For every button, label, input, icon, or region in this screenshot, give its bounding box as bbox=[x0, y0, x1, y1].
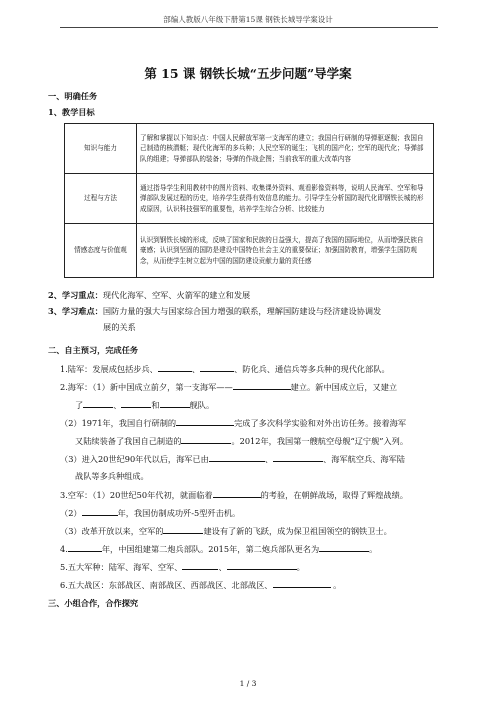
question-text: 、 bbox=[264, 454, 274, 464]
question-text: 、 bbox=[191, 364, 201, 374]
question-airforce-3 bbox=[60, 525, 392, 537]
answer-blank[interactable] bbox=[273, 579, 331, 588]
answer-blank[interactable] bbox=[160, 399, 190, 408]
section-heading-3: 三、小组合作，合作探究 bbox=[48, 598, 139, 608]
teaching-goals-table bbox=[64, 123, 434, 278]
question-text: （2） bbox=[60, 508, 82, 518]
answer-blank[interactable] bbox=[158, 363, 192, 372]
answer-blank[interactable] bbox=[273, 453, 323, 462]
question-text: 5.五大军种：陆军、海军、空军、 bbox=[60, 562, 183, 572]
goal-row bbox=[65, 224, 434, 278]
answer-blank[interactable] bbox=[319, 543, 369, 552]
question-text: 了 bbox=[75, 400, 84, 410]
question-text: 1.陆军：发展成包括步兵、 bbox=[60, 364, 158, 374]
question-five-services bbox=[60, 561, 305, 573]
goal-text: 通过指导学生利用教材中的图片资料、收集课外资料、观看影像资料等，说明人民海军、空军和导弹部队发展过程的历史，培养学生获得有效信息的能力。引导学生分析国防现代化即钢铁长城的形成原因，认识科技强军的重要性，培养学生综合分析、比较能力 bbox=[137, 174, 434, 224]
answer-blank[interactable] bbox=[182, 561, 218, 570]
answer-blank[interactable] bbox=[176, 417, 234, 426]
question-airforce-1 bbox=[60, 489, 408, 501]
question-text: 。 bbox=[369, 544, 378, 554]
difficulty-line bbox=[48, 306, 381, 317]
question-navy-3 bbox=[60, 453, 405, 465]
question-text: 、 bbox=[113, 400, 122, 410]
answer-blank[interactable] bbox=[233, 381, 291, 390]
goal-row bbox=[65, 174, 434, 224]
question-text: 。2012年，我国第一艘航空母舰“辽宁舰”入列。 bbox=[231, 436, 409, 446]
question-text: 建设有了新的飞跃，成为保卫祖国领空的钢铁卫士。 bbox=[203, 526, 392, 536]
answer-blank[interactable] bbox=[163, 525, 203, 534]
answer-blank[interactable] bbox=[83, 399, 113, 408]
difficulty-text: 国防力量的强大与国家综合国力增强的联系，理解国防建设与经济建设协调发 bbox=[102, 306, 382, 316]
question-text: 舰队。 bbox=[189, 400, 215, 410]
question-text: 3.空军：（1）20世纪50年代初，就面临着 bbox=[60, 490, 213, 500]
goal-label: 情感态度与价值观 bbox=[65, 224, 137, 278]
question-text: 和 bbox=[151, 400, 160, 410]
goal-label: 过程与方法 bbox=[65, 174, 137, 224]
key-point-text: 现代化海军、空军、火箭军的建立和发展 bbox=[102, 290, 251, 300]
page-number: 1 / 3 bbox=[239, 679, 257, 688]
section-heading-1: 一、明确任务 bbox=[48, 91, 98, 101]
question-text: （3）改革开放以来，空军的 bbox=[60, 526, 164, 536]
section-heading-2: 二、自主预习，完成任务 bbox=[48, 345, 139, 355]
question-five-theaters bbox=[60, 579, 341, 591]
question-text: 建立。新中国成立后，又建立 bbox=[290, 382, 398, 392]
key-point-label: 2、学习重点： bbox=[48, 290, 103, 300]
answer-blank[interactable] bbox=[121, 399, 151, 408]
question-text: 年，我国仿制成功歼-5型歼击机。 bbox=[117, 508, 241, 518]
question-navy-2-cont bbox=[75, 435, 408, 447]
question-navy-1-cont bbox=[75, 399, 214, 411]
question-text: 。 bbox=[330, 580, 342, 590]
question-rocket-force bbox=[60, 543, 377, 555]
answer-blank[interactable] bbox=[82, 507, 118, 516]
answer-blank[interactable] bbox=[181, 435, 231, 444]
question-navy-3-cont: 战队等多兵种组成。 bbox=[75, 471, 149, 481]
question-army bbox=[60, 363, 390, 375]
question-text: 2.海军：（1）新中国成立前夕，第一支海军—— bbox=[60, 382, 233, 392]
question-navy-2 bbox=[60, 417, 406, 429]
question-text: 6.五大战区：东部战区、南部战区、西部战区、北部战区、 bbox=[60, 580, 273, 590]
page-title: 第 15 课 钢铁长城“五步问题”导学案 bbox=[144, 66, 352, 81]
answer-blank[interactable] bbox=[200, 363, 234, 372]
question-text: 又陆续装备了我国自己制造的 bbox=[75, 436, 182, 446]
question-text: 年，中国组建第二炮兵部队。2015年，第二炮兵部队更名为 bbox=[101, 544, 320, 554]
question-navy-1 bbox=[60, 381, 397, 393]
goal-text: 认识到钢铁长城的形成，反映了国家和民族的日益强大，提高了我国的国际地位，从而增强民族自豪感；认识到坚固的国防是建设中国特色社会主义的重要保证；加强国防教育，增强学生国防观念，从而使学生树立起为中国的国防建设贡献力量的责任感 bbox=[137, 224, 434, 278]
page-header: 部编人教版八年级下册第15课 钢铁长城导学案设计 bbox=[163, 15, 333, 24]
difficulty-text-cont: 展的关系 bbox=[103, 322, 136, 332]
answer-blank[interactable] bbox=[213, 489, 261, 498]
goal-row bbox=[65, 124, 434, 174]
question-airforce-2 bbox=[60, 507, 240, 519]
question-text: 4. bbox=[60, 544, 68, 554]
question-text: 的考验，在朝鲜战场，取得了辉煌战绩。 bbox=[260, 490, 408, 500]
goal-text: 了解和掌握以下知识点：中国人民解放军第一支海军的建立；我国自行研制的导弹驱逐舰；我国自己制造的核潜艇；现代化海军的多兵种；人民空军的诞生；飞机的国产化；空军的现代化；导弹部队的组建；导弹部队的装备；导弹的作战企图；当前我军的重大改革内容 bbox=[137, 124, 434, 174]
difficulty-label: 3、学习难点： bbox=[48, 306, 103, 316]
key-point-line bbox=[48, 290, 250, 301]
question-text: （3）进入20世纪90年代以后，海军已由 bbox=[60, 454, 209, 464]
question-text: 、防化兵、通信兵等多兵种的现代化部队。 bbox=[234, 364, 390, 374]
question-text: 。 bbox=[296, 562, 305, 572]
answer-blank[interactable] bbox=[68, 543, 102, 552]
answer-blank[interactable] bbox=[227, 561, 297, 570]
question-text: （2）1971年，我国自行研制的 bbox=[60, 418, 177, 428]
answer-blank[interactable] bbox=[209, 453, 265, 462]
goal-label: 知识与能力 bbox=[65, 124, 137, 174]
question-text: 完成了多次科学实验和对外出访任务。接着海军 bbox=[234, 418, 407, 428]
header-divider bbox=[60, 27, 438, 28]
question-text: 、海军航空兵、海军陆 bbox=[323, 454, 405, 464]
question-text: 、 bbox=[218, 562, 227, 572]
subsection-heading-goals: 1、教学目标 bbox=[48, 107, 95, 117]
